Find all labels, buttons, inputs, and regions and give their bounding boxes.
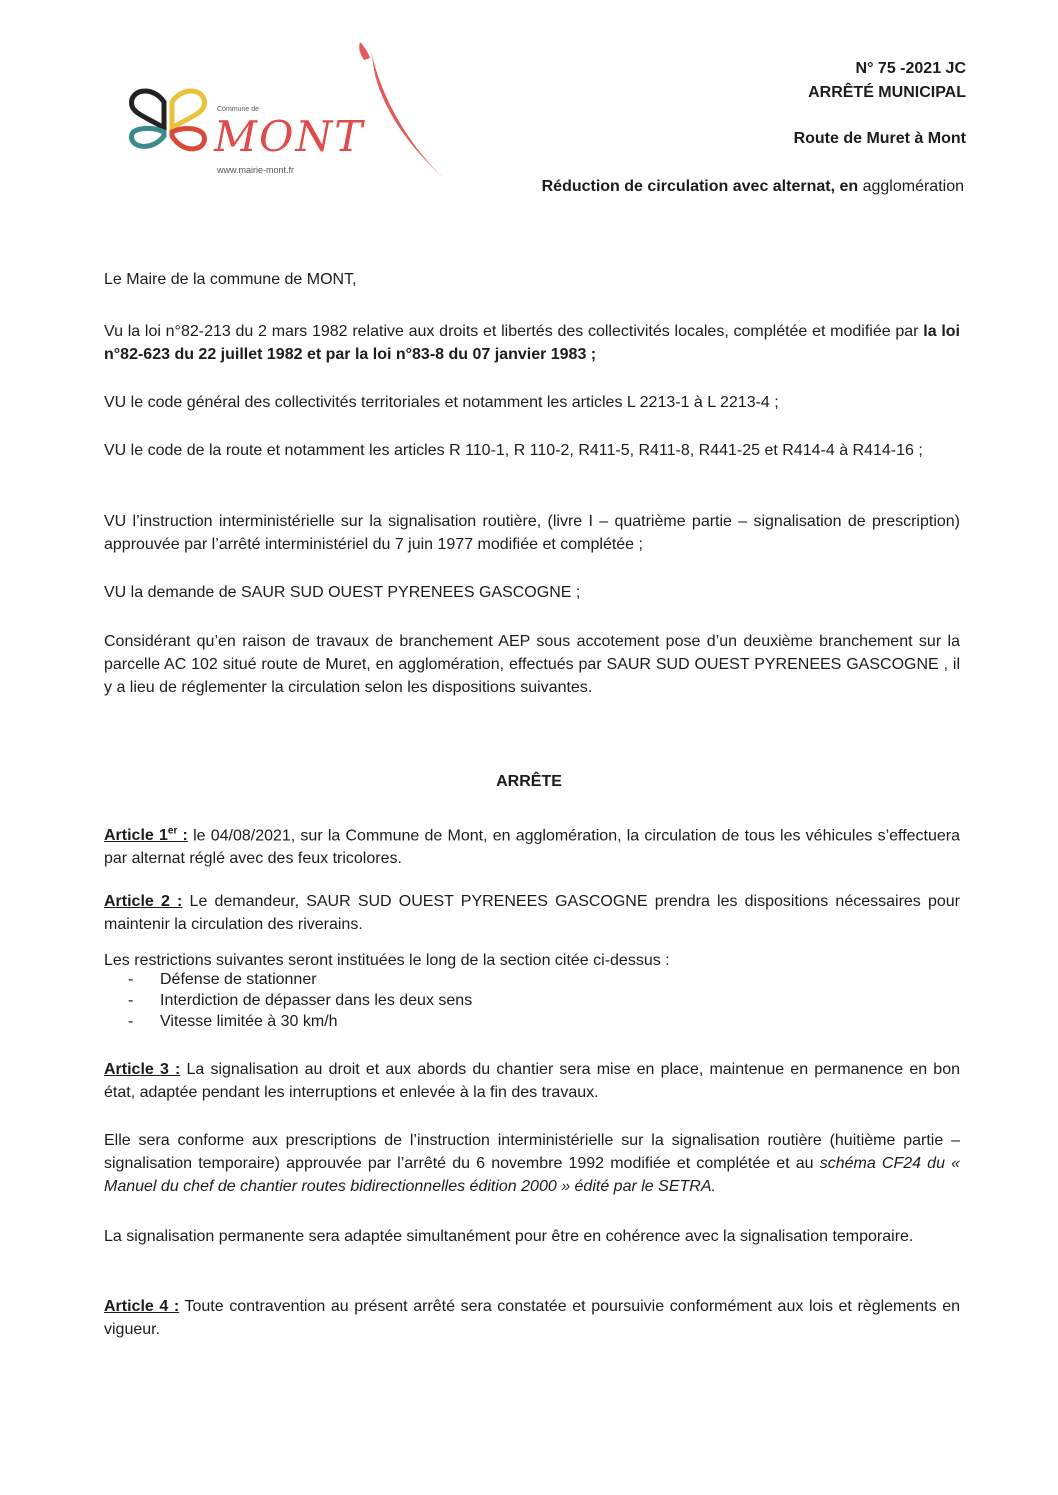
article-3 bbox=[104, 1058, 960, 1104]
heart-black bbox=[132, 91, 164, 128]
vu-demande: VU la demande de SAUR SUD OUEST PYRENEES GASCOGNE ; bbox=[104, 584, 581, 601]
vu-loi-1982 bbox=[104, 320, 960, 366]
decree-route: Route de Muret à Mont bbox=[793, 130, 966, 147]
article-2-label: Article 2 : bbox=[104, 893, 183, 910]
conformite-italic: schéma CF24 du « Manuel du chef de chantier routes bidirectionnelles édition 2000 » édité par le SETRA. bbox=[104, 1155, 961, 1195]
article-4-text: Toute contravention au présent arrêté sera constatée et poursuivie conformément aux lois et règlements en vigueur. bbox=[104, 1298, 960, 1338]
article-3-text: La signalisation au droit et aux abords du chantier sera mise en place, maintenue en permanence en bon état, adaptée pendant les interruptions et enlevée à la fin des travaux. bbox=[104, 1061, 961, 1101]
decree-subject-normal: agglomération bbox=[862, 178, 964, 195]
decree-subject bbox=[542, 178, 964, 196]
vu-code-collectivites: VU le code général des collectivités territoriales et notamment les articles L 2213-1 à L 2213-4 ; bbox=[104, 394, 779, 411]
decree-number: N° 75 -2021 JC bbox=[855, 60, 966, 77]
heart-yellow bbox=[172, 91, 204, 128]
article-1-label: Article 1er : bbox=[104, 826, 188, 845]
article-3-label: Article 3 : bbox=[104, 1061, 181, 1078]
vu-instruction: VU l’instruction interministérielle sur la signalisation routière, (livre I – quatrième partie – signalisation de prescription) approuvée par l’arrêté interministériel du 7 juin 1977 modifiée et complétée ; bbox=[104, 513, 960, 553]
arrete-heading: ARRÊTE bbox=[496, 773, 562, 790]
heart-teal bbox=[132, 128, 164, 146]
decree-subject-bold: Réduction de circulation avec alternat, en bbox=[541, 178, 859, 195]
restrictions-intro: Les restrictions suivantes seront instituées le long de la section citée ci-dessus : bbox=[104, 952, 670, 969]
conformite bbox=[104, 1129, 960, 1198]
heart-red bbox=[172, 129, 204, 149]
vu-code-route: VU le code de la route et notamment les articles R 110-1, R 110-2, R411-5, R411-8, R441-25 et R414-4 à R414-16 ; bbox=[104, 442, 923, 459]
conformite-text: Elle sera conforme aux prescriptions de l’instruction interministérielle sur la signalisation routière (huitième partie – signalisation temporaire) approuvée par l’arrêté du 6 novembre 1992 modifiée et complétée et au bbox=[104, 1132, 960, 1172]
restrictions-list bbox=[128, 969, 472, 1032]
list-item: - Interdiction de dépasser dans les deux sens bbox=[128, 992, 473, 1009]
article-2 bbox=[104, 890, 960, 936]
article-2-text: Le demandeur, SAUR SUD OUEST PYRENEES GASCOGNE prendra les dispositions nécessaires pour maintenir la circulation des riverains. bbox=[104, 893, 960, 933]
considerant: Considérant qu’en raison de travaux de branchement AEP sous accotement pose d’un deuxième branchement sur la parcelle AC 102 situé route de Muret, en agglomération, effectués par SAUR SUD OUEST PYRENEES GASCOGNE , il y a lieu de réglementer la circulation selon les dispositions suivantes. bbox=[104, 633, 960, 696]
logo-commune-label: Commune de bbox=[217, 106, 260, 113]
commune-logo bbox=[112, 40, 457, 190]
decree-type: ARRÊTÉ MUNICIPAL bbox=[808, 84, 966, 101]
signalisation-permanente: La signalisation permanente sera adaptée simultanément pour être en cohérence avec la signalisation temporaire. bbox=[104, 1228, 914, 1245]
vu-loi-1982-text: Vu la loi n°82-213 du 2 mars 1982 relative aux droits et libertés des collectivités locales, complétée et modifiée par bbox=[104, 323, 919, 340]
logo-name: MONT bbox=[214, 112, 365, 161]
article-4-label: Article 4 : bbox=[104, 1298, 180, 1315]
article-1-text: le 04/08/2021, sur la Commune de Mont, en agglomération, la circulation de tous les véhicules s’effectuera par alternat réglé avec des feux tricolores. bbox=[104, 827, 961, 868]
logo-url: www.mairie-mont.fr bbox=[217, 165, 295, 175]
article-1 bbox=[104, 820, 960, 870]
intro-line: Le Maire de la commune de MONT, bbox=[104, 271, 357, 288]
swoosh bbox=[370, 42, 444, 178]
vu-loi-1982-bold: la loi n°82-623 du 22 juillet 1982 et par la loi n°83-8 du 07 janvier 1983 ; bbox=[104, 323, 960, 363]
article-4 bbox=[104, 1295, 960, 1341]
list-item: - Défense de stationner bbox=[128, 971, 317, 988]
list-item: - Vitesse limitée à 30 km/h bbox=[128, 1013, 338, 1030]
